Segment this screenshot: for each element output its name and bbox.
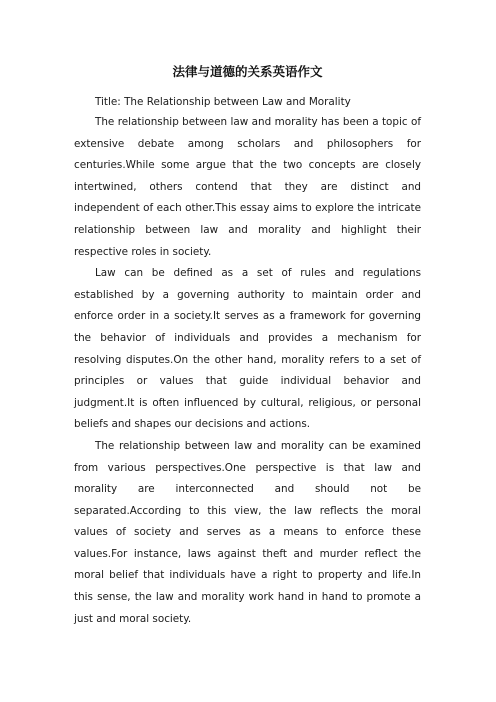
essay-title-line: Title: The Relationship between Law and Morality: [95, 96, 351, 108]
document-title: 法律与道德的关系英语作文: [172, 64, 323, 79]
paragraph-3: The relationship between law and morality can be examined from various perspectives.One perspective is that law and morality are interconnected and should not be separated.According to this view, the law reflects the moral values of society and serves as a means to enforce these values.For instance, laws against theft and murder reflect the moral belief that individuals have a right to property and life.In this sense, the law and morality work hand in hand to promote a just and moral society.: [74, 439, 421, 625]
document-page: [74, 63, 421, 630]
paragraph-1: The relationship between law and morality has been a topic of extensive debate among scholars and philosophers for centuries.While some argue that the two concepts are closely intertwined, others contend that they are distinct and independent of each other.This essay aims to explore the intricate relationship between law and morality and highlight their respective roles in society.: [74, 116, 421, 258]
paragraph-2: Law can be defined as a set of rules and regulations established by a governing authority to maintain order and enforce order in a society.It serves as a framework for governing the behavior of individuals and provides a mechanism for resolving disputes.On the other hand, morality refers to a set of principles or values that guide individual behavior and judgment.It is often influenced by cultural, religious, or personal beliefs and shapes our decisions and actions.: [74, 267, 421, 431]
